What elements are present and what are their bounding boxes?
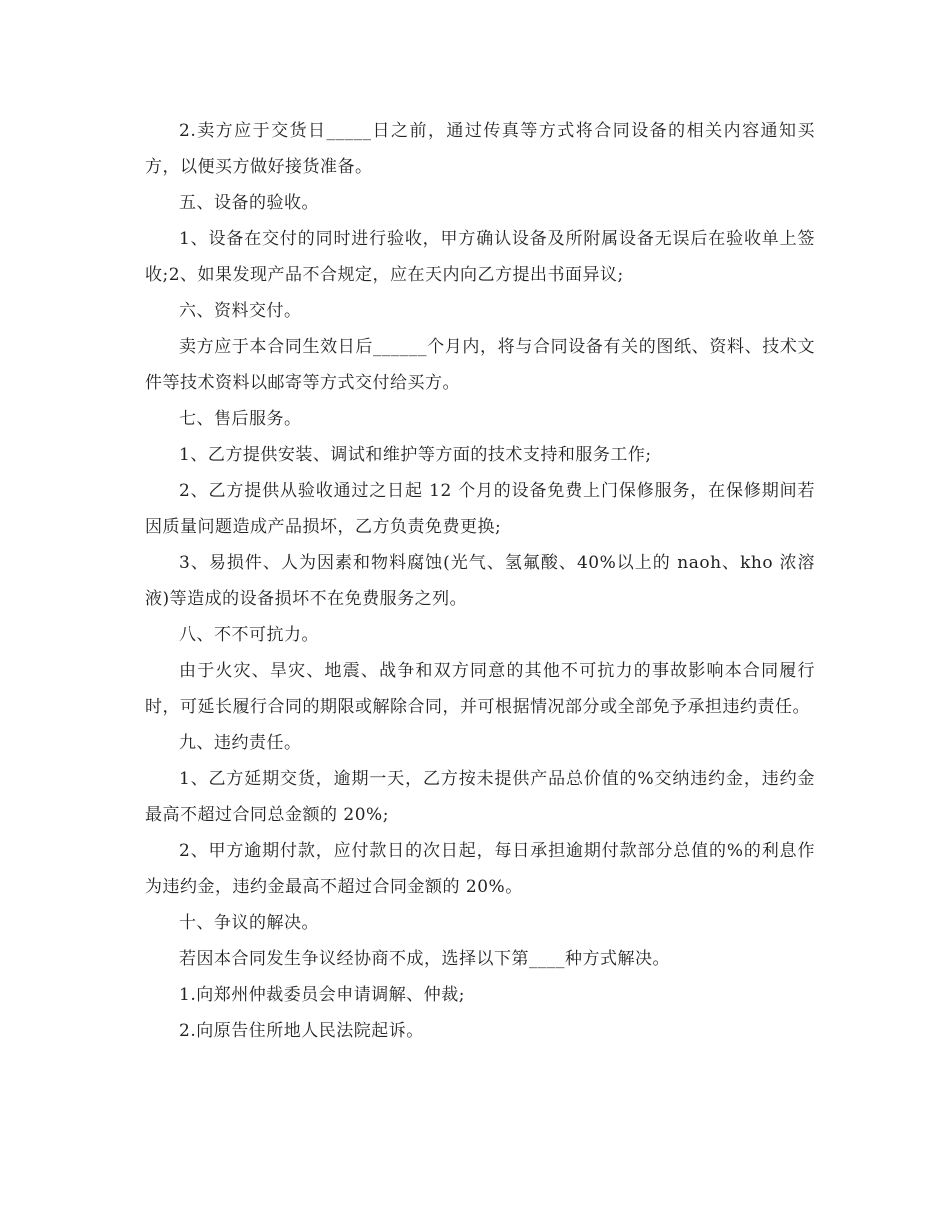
paragraph-dispute-option-1: 1.向郑州仲裁委员会申请调解、仲裁; <box>179 985 465 1005</box>
paragraph-liability-2: 2、甲方逾期付款，应付款日的次日起，每日承担逾期付款部分总值的%的利息作为违约金，违约金最高不超过合同金额的 20%。 <box>145 841 815 897</box>
paragraph-after-sales-3: 3、易损件、人为因素和物料腐蚀(光气、氢氟酸、40%以上的 naoh、kho 浓溶液)等造成的设备损坏不在免费服务之列。 <box>145 553 815 609</box>
section-heading-acceptance: 五、设备的验收。 <box>179 193 319 213</box>
section-heading-dispute: 十、争议的解决。 <box>179 913 319 933</box>
section-heading-documents: 六、资料交付。 <box>179 301 302 321</box>
paragraph-documents-delivery: 卖方应于本合同生效日后______个月内，将与合同设备有关的图纸、资料、技术文件等技术资料以邮寄等方式交付给买方。 <box>145 337 815 393</box>
paragraph-force-majeure: 由于火灾、旱灾、地震、战争和双方同意的其他不可抗力的事故影响本合同履行时，可延长履行合同的期限或解除合同，并可根据情况部分或全部免予承担违约责任。 <box>145 661 815 717</box>
paragraph-after-sales-2: 2、乙方提供从验收通过之日起 12 个月的设备免费上门保修服务，在保修期间若因质量问题造成产品损坏，乙方负责免费更换; <box>145 481 815 537</box>
document-body <box>145 113 815 1049</box>
paragraph-delivery-notice: 2.卖方应于交货日_____日之前，通过传真等方式将合同设备的相关内容通知买方，以便买方做好接货准备。 <box>145 121 815 177</box>
section-heading-liability: 九、违约责任。 <box>179 733 302 753</box>
paragraph-dispute-intro: 若因本合同发生争议经协商不成，选择以下第____种方式解决。 <box>179 949 670 969</box>
paragraph-liability-1: 1、乙方延期交货，逾期一天，乙方按未提供产品总价值的%交纳违约金，违约金最高不超过合同总金额的 20%; <box>145 769 815 825</box>
paragraph-dispute-option-2: 2.向原告住所地人民法院起诉。 <box>179 1021 424 1041</box>
paragraph-acceptance-terms: 1、设备在交付的同时进行验收，甲方确认设备及所附属设备无误后在验收单上签收;2、如果发现产品不合规定，应在天内向乙方提出书面异议; <box>145 229 815 285</box>
section-heading-after-sales: 七、售后服务。 <box>179 409 302 429</box>
section-heading-force-majeure: 八、不不可抗力。 <box>179 625 319 645</box>
paragraph-after-sales-1: 1、乙方提供安装、调试和维护等方面的技术支持和服务工作; <box>179 445 652 465</box>
